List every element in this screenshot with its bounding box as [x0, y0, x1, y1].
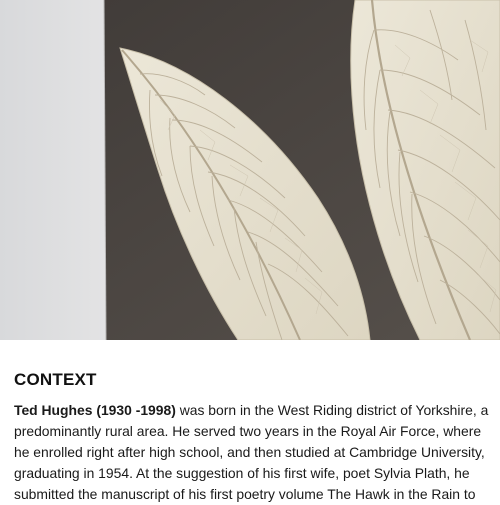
- paper-sheet: [0, 0, 106, 340]
- article-content: [0, 340, 500, 502]
- section-heading: CONTEXT: [14, 370, 97, 389]
- author-name: Ted Hughes (1930 -1998): [14, 402, 176, 418]
- paragraph-text: was born in the West Riding district of Yorkshire, a predominantly rural area. He served two years in the Royal Air Force, where he enrolled right after high school, and then studied at Cambridge University, graduating in 1954. At the suggestion of his first wife, poet Sylvia Plath, he submitted the manuscript of his first poetry volume The Hawk in the Rain to: [14, 402, 489, 502]
- article-paragraph: [14, 400, 498, 505]
